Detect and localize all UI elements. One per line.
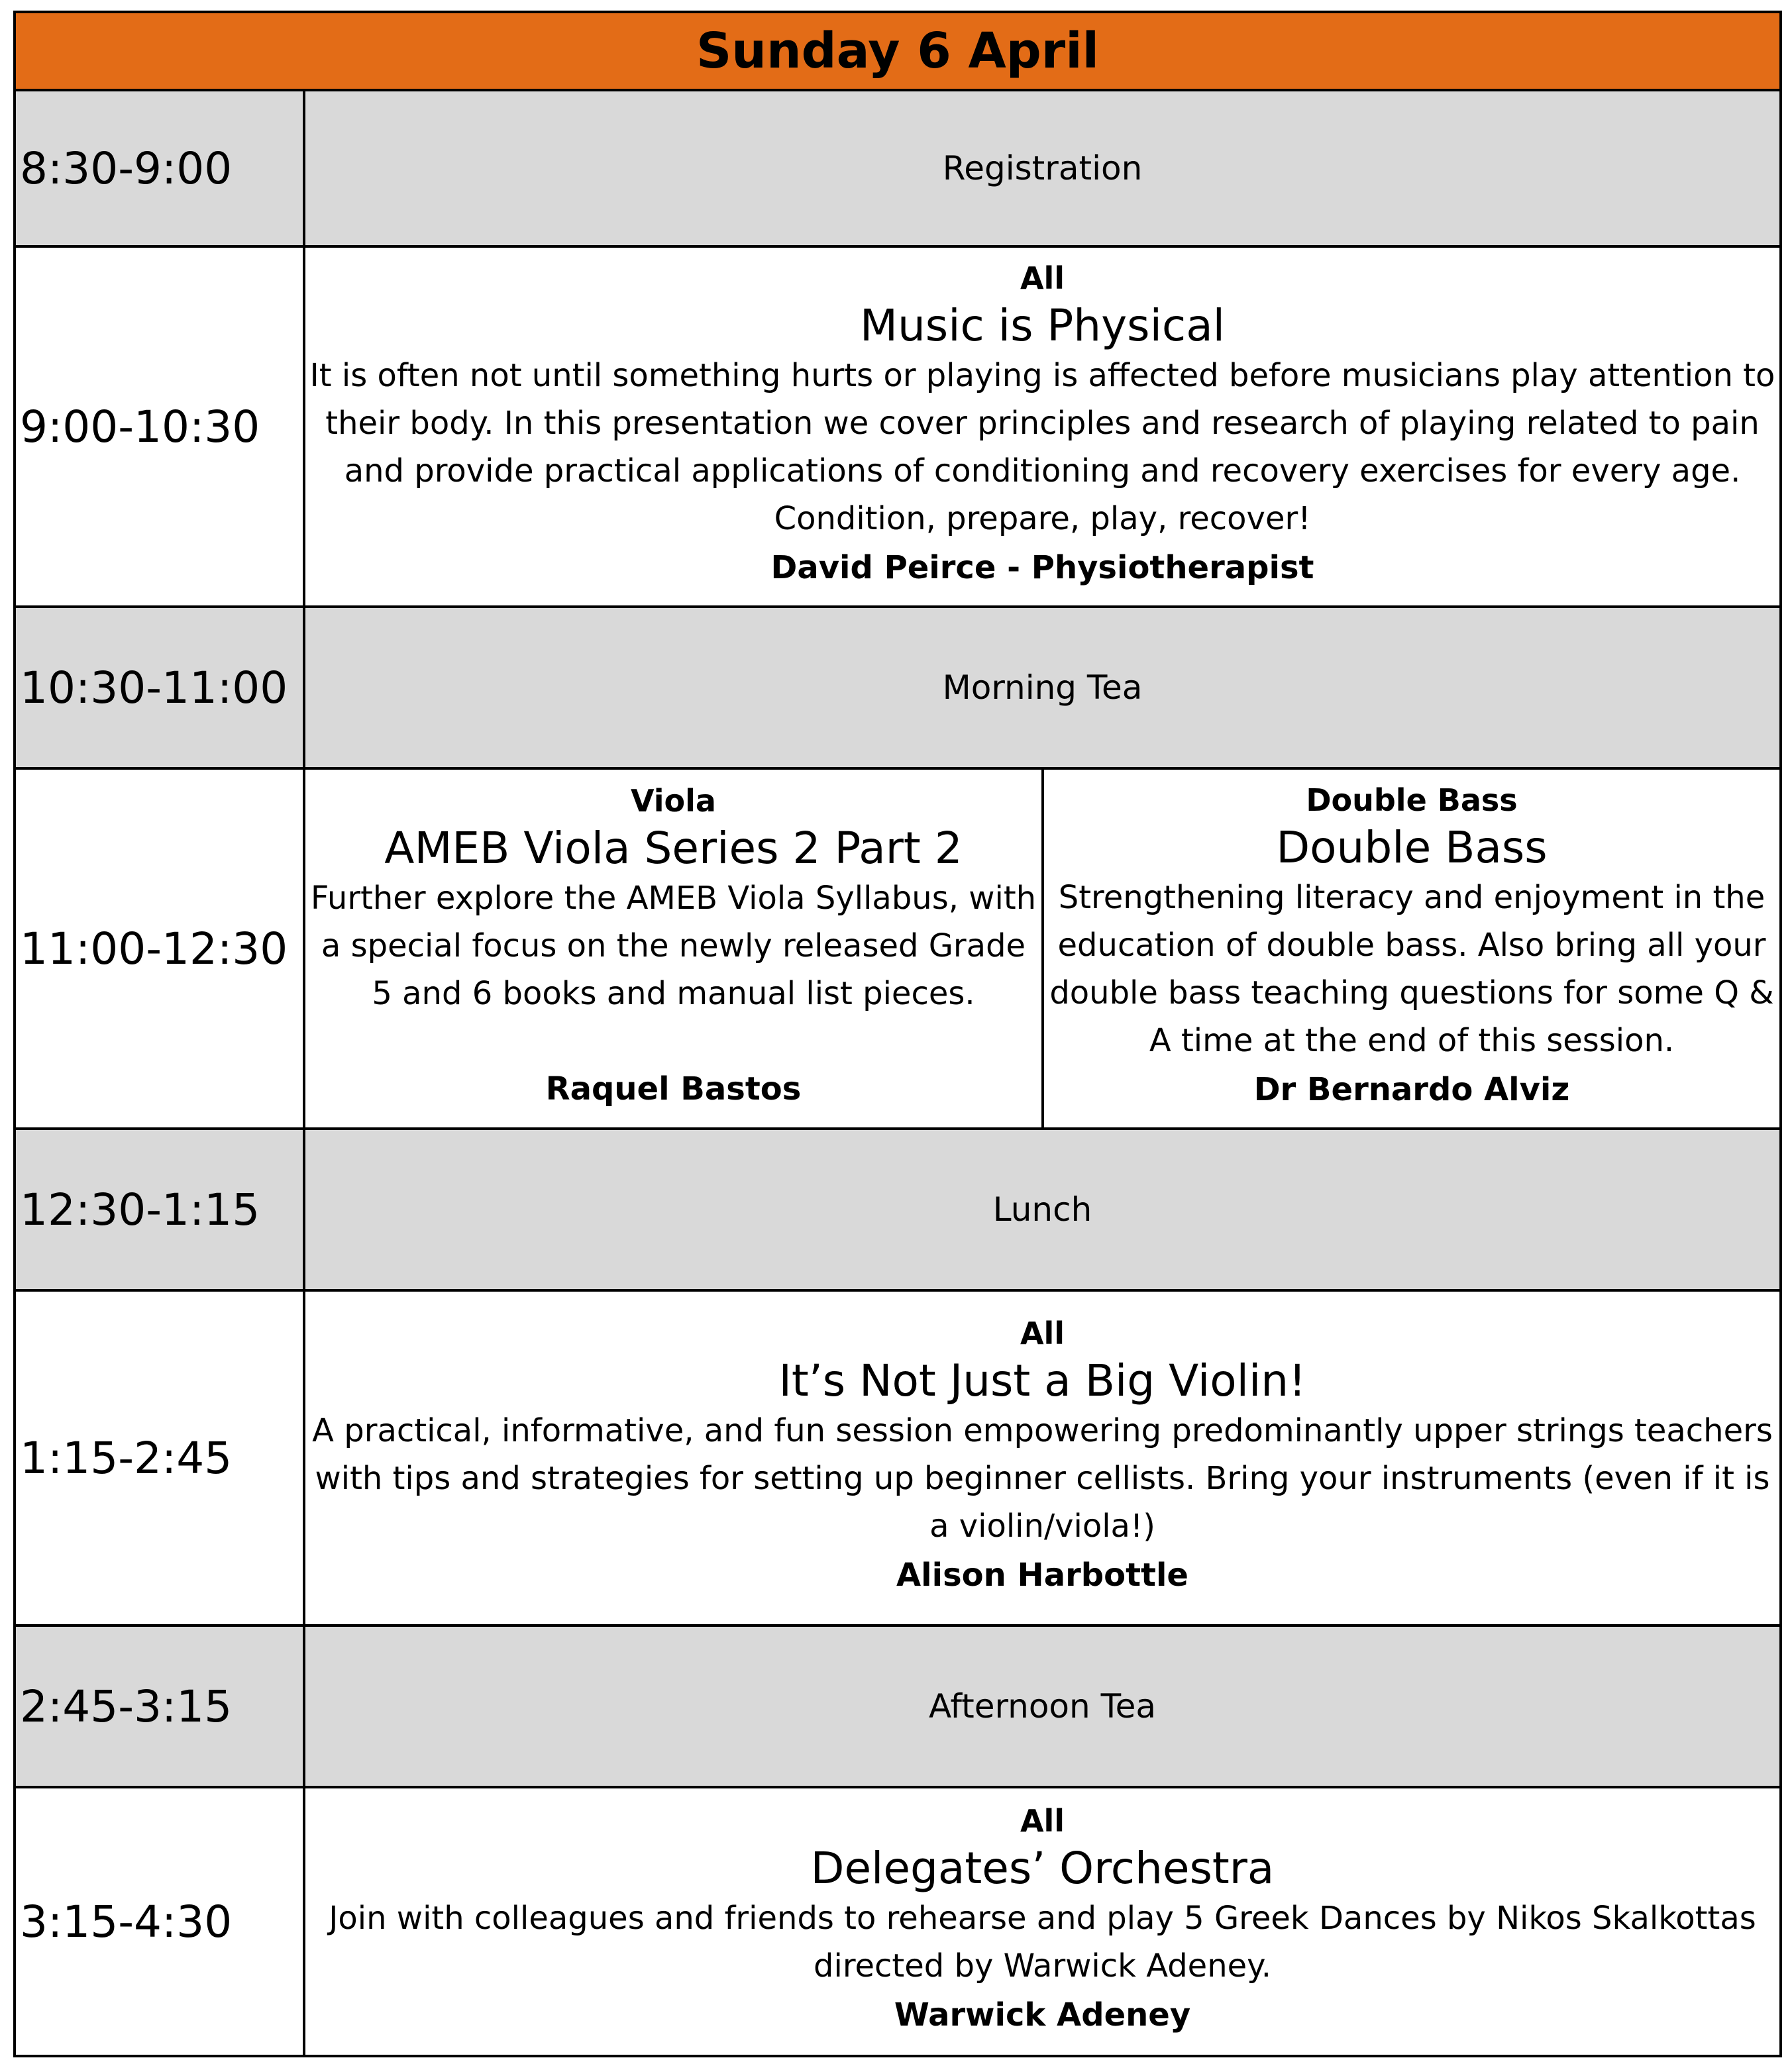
day-header-row [15,12,1781,90]
session-audience: All [1020,1315,1065,1351]
session-row-music-is-physical [15,246,1781,607]
session-cell [304,246,1781,607]
session-presenter: Raquel Bastos [545,1070,802,1108]
session-cell [304,1290,1781,1625]
break-row-afternoon-tea [15,1625,1781,1787]
time-slot: 2:45-3:15 [15,1625,304,1787]
session-presenter: Warwick Adeney [894,1996,1191,2034]
session-audience: All [1020,1802,1065,1839]
session-cell [304,1787,1781,2056]
session-row-parallel [15,768,1781,1129]
time-slot: 12:30-1:15 [15,1129,304,1290]
session-cell-double-bass [1043,768,1781,1129]
session-row-orchestra [15,1787,1781,2056]
break-row-registration [15,90,1781,246]
break-row-morning-tea [15,607,1781,768]
time-slot: 8:30-9:00 [15,90,304,246]
day-title: Sunday 6 April [15,12,1781,90]
session-audience: All [1020,260,1065,296]
break-label: Afternoon Tea [304,1625,1781,1787]
session-audience: Double Bass [1306,782,1518,818]
session-description: A practical, informative, and fun session empowering predominantly upper strings teachers with tips and strategies for setting up beginner cellists. Bring your instruments (even if it is a violin/viola!) [312,1412,1773,1545]
session-cell-viola [304,768,1043,1129]
break-label: Morning Tea [304,607,1781,768]
time-slot: 3:15-4:30 [15,1787,304,2056]
session-description: Further explore the AMEB Viola Syllabus, with a special focus on the newly released Grade 5 and 6 books and manual list pieces. [310,880,1037,1013]
break-label: Lunch [304,1129,1781,1290]
break-row-lunch [15,1129,1781,1290]
time-slot: 1:15-2:45 [15,1290,304,1625]
session-title: Music is Physical [860,300,1225,351]
session-audience: Viola [631,782,716,819]
session-description: It is often not until something hurts or playing is affected before musicians play attention to their body. In this presentation we cover principles and research of playing related to pain and provide practical applications of conditioning and recovery exercises for every age. Condition, prepare, play, recover! [309,357,1775,538]
session-row-big-violin [15,1290,1781,1625]
session-title: AMEB Viola Series 2 Part 2 [384,823,963,874]
session-title: Delegates’ Orchestra [810,1843,1275,1894]
schedule-table [13,11,1782,2057]
session-presenter: Dr Bernardo Alviz [1253,1071,1570,1109]
time-slot: 10:30-11:00 [15,607,304,768]
time-slot: 9:00-10:30 [15,246,304,607]
session-presenter: David Peirce - Physiotherapist [770,549,1314,587]
spacer [305,1017,1041,1064]
session-description: Strengthening literacy and enjoyment in the education of double bass. Also bring all your double bass teaching questions for some Q & A time at the end of this session. [1049,879,1774,1060]
session-title: Double Bass [1276,822,1548,873]
break-label: Registration [304,90,1781,246]
session-title: It’s Not Just a Big Violin! [778,1355,1306,1406]
session-presenter: Alison Harbottle [896,1557,1188,1594]
session-description: Join with colleagues and friends to rehearse and play 5 Greek Dances by Nikos Skalkottas directed by Warwick Adeney. [329,1900,1756,1985]
time-slot: 11:00-12:30 [15,768,304,1129]
